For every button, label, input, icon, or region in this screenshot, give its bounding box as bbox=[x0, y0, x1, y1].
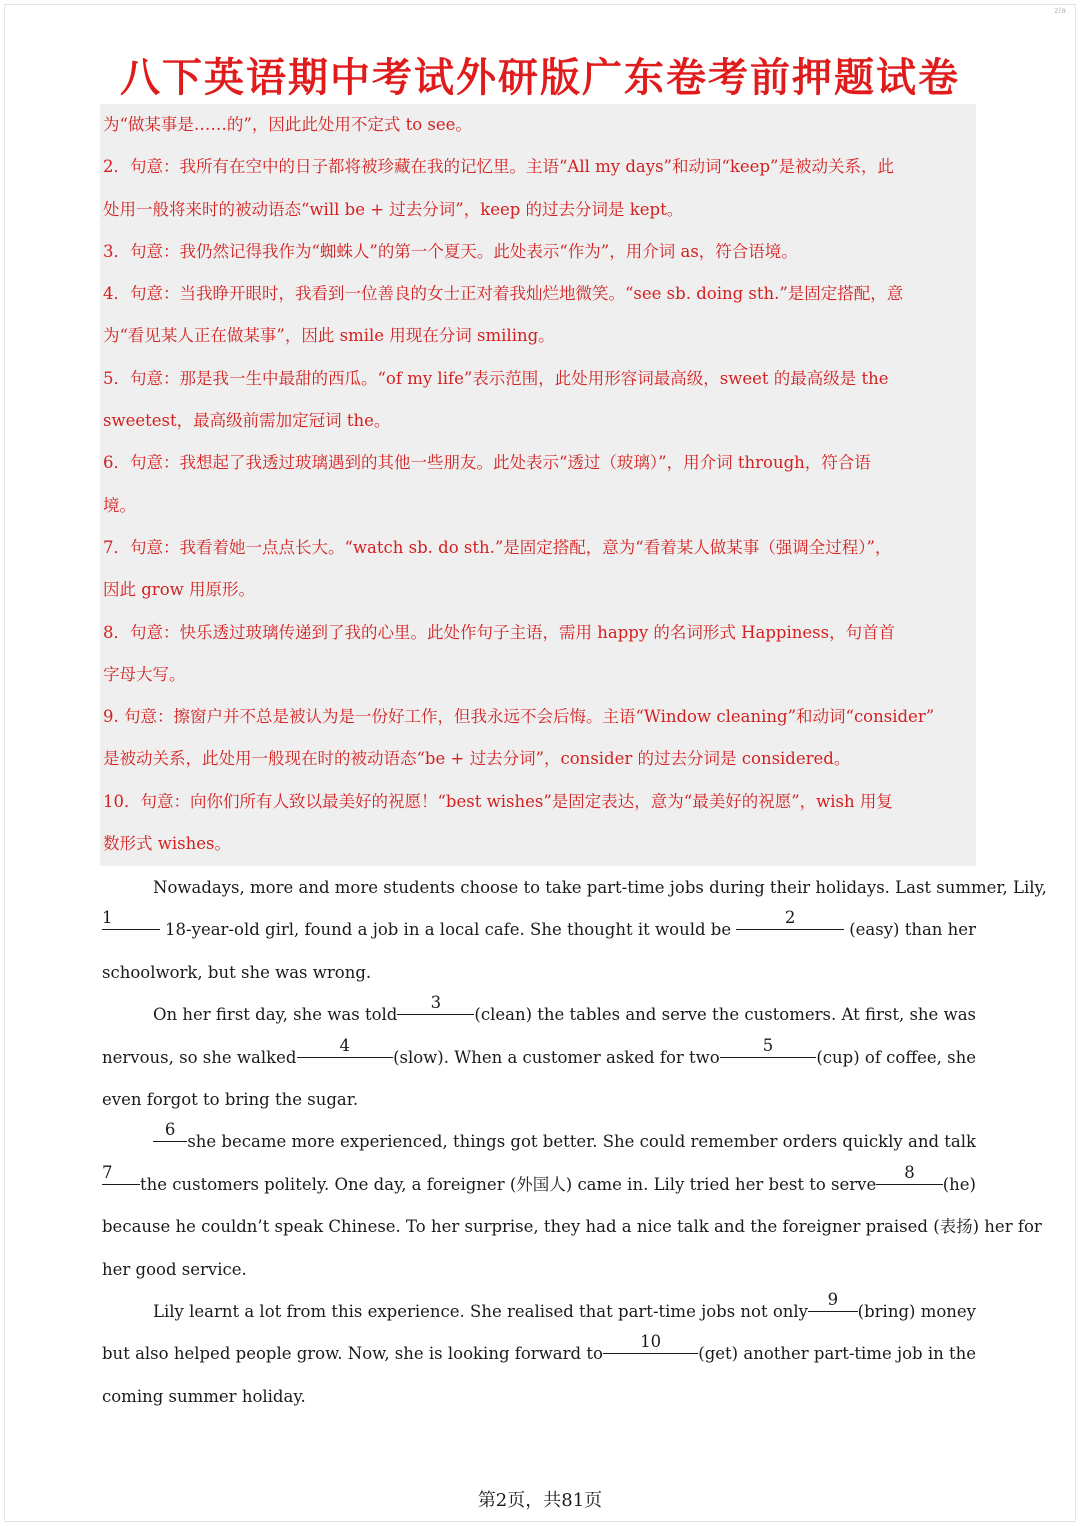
passage-line: Nowadays, more and more students choose to take part-time jobs during their holidays. Last summer, Lily, bbox=[153, 878, 1047, 897]
passage-text: but also helped people grow. Now, she is looking forward to bbox=[102, 1344, 603, 1364]
blank-10[interactable]: 10 bbox=[603, 1333, 698, 1354]
passage-line bbox=[102, 1121, 976, 1163]
passage-line: her good service. bbox=[102, 1259, 247, 1279]
passage-text: she became more experienced, things got better. She could remember orders quickly and talk bbox=[187, 1132, 976, 1152]
passage-text: On her first day, she was told bbox=[153, 1005, 398, 1025]
blank-9[interactable]: 9 bbox=[808, 1291, 858, 1312]
blank-2[interactable]: 2 bbox=[736, 909, 844, 930]
passage-line: coming summer holiday. bbox=[102, 1386, 306, 1406]
answer-line: 7．句意：我看着她一点点长大。“watch sb. do sth.”是固定搭配，意为“看着某人做某事（强调全过程）”， bbox=[103, 537, 892, 557]
passage-text: (easy) than her bbox=[849, 920, 976, 940]
passage-line: because he couldn’t speak Chinese. To her surprise, they had a nice talk and the foreigner praised (表扬) her for bbox=[102, 1217, 1042, 1237]
answer-line: 处用一般将来时的被动语态“will be + 过去分词”，keep 的过去分词是 kept。 bbox=[103, 199, 684, 219]
answer-line: 因此 grow 用原形。 bbox=[103, 580, 255, 600]
answer-line: 为“看见某人正在做某事”，因此 smile 用现在分词 smiling。 bbox=[103, 326, 555, 346]
passage-line: schoolwork, but she was wrong. bbox=[102, 962, 372, 982]
passage-line bbox=[102, 1333, 976, 1375]
answer-line: 2．句意：我所有在空中的日子都将被珍藏在我的记忆里。主语“All my days”和动词“keep”是被动关系，此 bbox=[103, 157, 894, 177]
passage-text: (clean) the tables and serve the customers. At first, she was bbox=[474, 1005, 976, 1025]
answer-line: 是被动关系，此处用一般现在时的被动语态“be + 过去分词”，consider 的过去分词是 considered。 bbox=[103, 749, 851, 769]
corner-mark: z/a bbox=[1054, 6, 1066, 15]
blank-4[interactable]: 4 bbox=[297, 1037, 393, 1058]
passage-text: 18-year-old girl, found a job in a local cafe. She thought it would be bbox=[165, 920, 732, 940]
blank-6[interactable]: 6 bbox=[153, 1121, 187, 1142]
passage-text: (slow). When a customer asked for two bbox=[393, 1047, 720, 1067]
passage-text: (get) another part-time job in the bbox=[698, 1344, 976, 1364]
answer-line: 3．句意：我仍然记得我作为“蜘蛛人”的第一个夏天。此处表示“作为”，用介词 as，符合语境。 bbox=[103, 241, 798, 261]
passage-text: Lily learnt a lot from this experience. She realised that part-time jobs not only bbox=[153, 1301, 808, 1321]
answer-line: 为“做某事是……的”，因此此处用不定式 to see。 bbox=[103, 115, 472, 134]
blank-7[interactable]: 7 bbox=[102, 1164, 140, 1185]
blank-5[interactable]: 5 bbox=[720, 1037, 816, 1058]
blank-1[interactable]: 1 bbox=[102, 909, 160, 930]
answer-line: 4．句意：当我睁开眼时，我看到一位善良的女士正对着我灿烂地微笑。“see sb. doing sth.”是固定搭配，意 bbox=[103, 284, 904, 304]
blank-8[interactable]: 8 bbox=[876, 1164, 942, 1185]
passage-text: (cup) of coffee, she bbox=[816, 1047, 976, 1067]
passage-line bbox=[102, 1291, 976, 1333]
passage-line bbox=[102, 994, 976, 1036]
passage-line bbox=[102, 1164, 976, 1206]
answer-line: 字母大写。 bbox=[103, 664, 186, 684]
answer-line: 8．句意：快乐透过玻璃传递到了我的心里。此处作句子主语，需用 happy 的名词形式 Happiness，句首首 bbox=[103, 622, 896, 642]
answer-line: 5．句意：那是我一生中最甜的西瓜。“of my life”表示范围，此处用形容词最高级，sweet 的最高级是 the bbox=[103, 368, 889, 388]
passage-line: even forgot to bring the sugar. bbox=[102, 1089, 359, 1109]
answer-line: 数形式 wishes。 bbox=[103, 834, 231, 854]
answer-explanations bbox=[100, 104, 976, 866]
answer-line: 9. 句意：擦窗户并不总是被认为是一份好工作，但我永远不会后悔。主语“Window cleaning”和动词“consider” bbox=[103, 707, 935, 727]
answer-line: 10．句意：向你们所有人致以最美好的祝愿！“best wishes”是固定表达，意为“最美好的祝愿”，wish 用复 bbox=[103, 791, 893, 811]
passage-text: the customers politely. One day, a foreigner (外国人) came in. Lily tried her best to serve bbox=[139, 1174, 877, 1194]
reading-passage bbox=[102, 867, 1047, 1418]
answer-line: 境。 bbox=[103, 495, 136, 515]
answer-line: sweetest，最高级前需加定冠词 the。 bbox=[103, 411, 391, 431]
passage-text: nervous, so she walked bbox=[102, 1047, 297, 1067]
blank-3[interactable]: 3 bbox=[397, 994, 474, 1015]
passage-text: (he) bbox=[942, 1174, 976, 1194]
passage-text: (bring) money bbox=[857, 1301, 976, 1321]
passage-line bbox=[102, 909, 976, 951]
answer-line: 6．句意：我想起了我透过玻璃遇到的其他一些朋友。此处表示“透过（玻璃）”，用介词 through，符合语 bbox=[103, 453, 871, 473]
passage-line bbox=[102, 1037, 976, 1079]
page-number: 第2页，共81页 bbox=[477, 1490, 603, 1511]
page-title: 八下英语期中考试外研版广东卷考前押题试卷 bbox=[120, 55, 960, 101]
